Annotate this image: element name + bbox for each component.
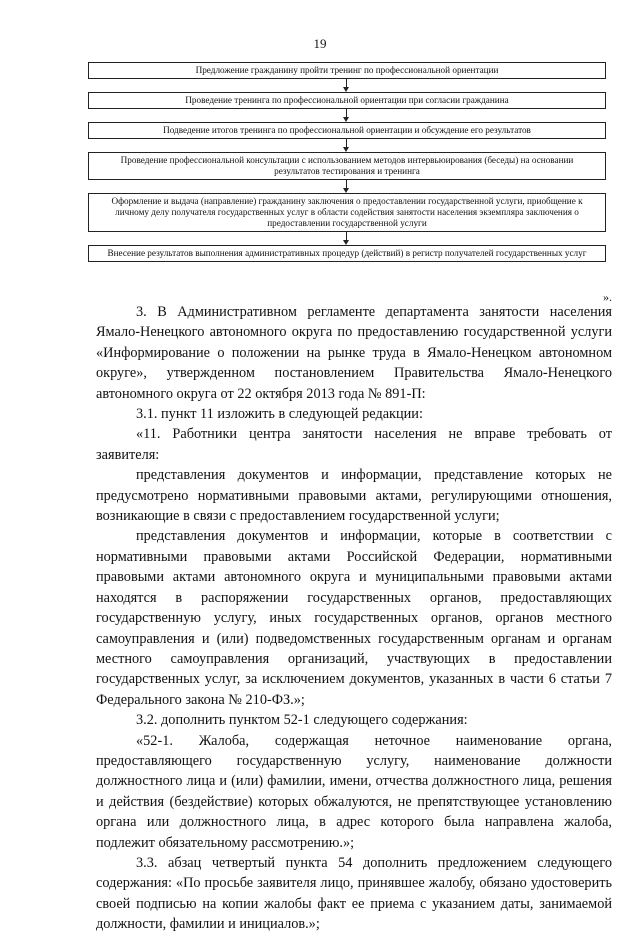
- flow-step-6: Внесение результатов выполнения административных процедур (действий) в регистр получателей государственных услуг: [88, 245, 606, 262]
- flow-step-1: Предложение гражданину пройти тренинг по профессиональной ориентации: [88, 62, 606, 79]
- paragraph: «11. Работники центра занятости населения не вправе требовать от заявителя:: [96, 426, 612, 463]
- paragraph: 3.2. дополнить пунктом 52-1 следующего содержания:: [136, 712, 468, 729]
- flow-step-3: Подведение итогов тренинга по профессиональной ориентации и обсуждение его результатов: [88, 122, 606, 139]
- paragraph: 3.1. пункт 11 изложить в следующей редакции:: [136, 406, 423, 423]
- flowchart: [88, 62, 606, 262]
- paragraph: представления документов и информации, которые в соответствии с нормативными правовыми актами Российской Федерации, нормативными правовыми актами автономного округа и муниципальными правовыми актами находятся в распоряжении государственных органов, предоставляющих государственную услугу, иных государственных органов, органов местного самоуправления и (или) подведомственных государственным органам и органам местного самоуправления организаций, участвующих в предоставлении государственных услуг, за исключением документов, указанных в части 6 статьи 7 Федерального закона № 210-ФЗ.»;: [96, 528, 612, 708]
- flow-step-2: Проведение тренинга по профессиональной ориентации при согласии гражданина: [88, 92, 606, 109]
- paragraph: 3. В Административном регламенте департамента занятости населения Ямало-Ненецкого автономного округа по предоставлению государственной услуги «Информирование о положении на рынке труда в Ямало-Ненецком автономном округе», утвержденном постановлением Правительства Ямало-Ненецкого автономного округа от 22 октября 2013 года № 891-П:: [96, 304, 612, 402]
- flowchart-closing-quote: ».: [603, 290, 612, 304]
- body-text: [96, 302, 612, 935]
- arrow-down-icon: [88, 109, 606, 122]
- flow-step-5: Оформление и выдача (направление) гражданину заключения о предоставлении государственной услуги, приобщение к личному делу получателя государственных услуг в области содействия занятости населения экземпляра заключения о предоставлении государственной услуги: [88, 193, 606, 232]
- paragraph: «52-1. Жалоба, содержащая неточное наименование органа, предоставляющего государственную услугу, наименование должности должностного лица и (или) фамилии, имени, отчества должностного лица, решения и действия (бездействие) которых обжалуются, не препятствующее установлению органа или должностного лица, в адрес которого была направлена жалоба, подлежит обязательному рассмотрению.»;: [96, 732, 612, 851]
- flow-step-4: Проведение профессиональной консультации с использованием методов интервьюирования (беседы) на основании результатов тестирования и тренинга: [88, 152, 606, 180]
- arrow-down-icon: [88, 232, 606, 245]
- arrow-down-icon: [88, 79, 606, 92]
- arrow-down-icon: [88, 139, 606, 152]
- arrow-down-icon: [88, 180, 606, 193]
- paragraph: 3.3. абзац четвертый пункта 54 дополнить предложением следующего содержания: «По просьбе заявителя лицо, принявшее жалобу, обязано удостоверить своей подписью на копии жалобы факт ее приема с указанием даты, занимаемой должности, фамилии и инициалов.»;: [96, 854, 612, 933]
- page-number: 19: [313, 36, 327, 51]
- paragraph: представления документов и информации, представление которых не предусмотрено нормативными правовыми актами, регулирующими отношения, возникающие в связи с предоставлением государственной услуги;: [96, 467, 612, 525]
